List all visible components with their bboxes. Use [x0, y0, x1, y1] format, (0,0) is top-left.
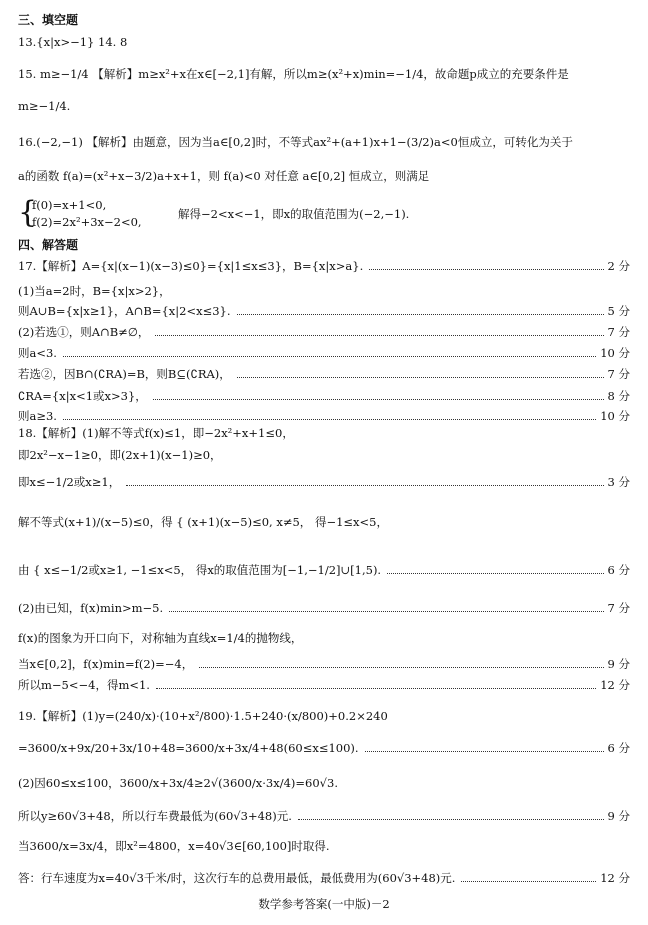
- score: 10 分: [600, 346, 630, 360]
- line-text: 则a<3.: [18, 346, 57, 360]
- line-text: 则A∪B={x|x≥1}，A∩B={x|2<x≤3}.: [18, 304, 231, 318]
- answer-17-line: [18, 283, 630, 299]
- line-text: 即x≤−1/2或x≥1，: [18, 475, 121, 489]
- leader-dots: [155, 334, 603, 336]
- score: 6 分: [607, 741, 630, 755]
- answer-19-line6: [18, 870, 630, 886]
- score: 10 分: [600, 409, 630, 423]
- line-text: (2)由已知，f(x)min>m−5.: [18, 601, 164, 615]
- answer-19-line4: [18, 808, 630, 824]
- answer-17-line: [18, 324, 630, 340]
- score: 5 分: [607, 304, 630, 318]
- line-text: (1)当a=2时，B={x|x>2}，: [18, 284, 171, 298]
- leader-dots: [298, 818, 604, 820]
- leader-dots: [63, 418, 596, 420]
- answer-17-line: [18, 388, 630, 404]
- leader-dots: [365, 750, 604, 752]
- leader-dots: [237, 376, 604, 378]
- score: 7 分: [607, 367, 630, 381]
- answer-13-14: 13.{x|x>−1} 14. 8: [18, 35, 128, 49]
- answer-15-line1: 15. m≥−1/4 【解析】m≥x²+x在x∈[−2,1]有解，所以m≥(x²+x)min=−1/4，故命题p成立的充要条件是: [18, 67, 569, 81]
- score: 8 分: [607, 389, 630, 403]
- answer-16-line1: 16.(−2,−1) 【解析】由题意，因为当a∈[0,2]时，不等式ax²+(a+1)x+1−(3/2)a<0恒成立，可转化为关于: [18, 135, 573, 149]
- line-text: ∁RA={x|x<1或x>3}，: [18, 389, 147, 403]
- answer-15-line2: m≥−1/4.: [18, 99, 71, 113]
- score: 9 分: [607, 657, 630, 671]
- answer-17-line: [18, 303, 630, 319]
- line-text: 17.【解析】A={x|(x−1)(x−3)≤0}={x|1≤x≤3}，B={x|x>a}.: [18, 259, 364, 273]
- line-text: 所以y≥60√3+48，所以行车费最低为(60√3+48)元.: [18, 809, 292, 823]
- leader-dots: [237, 313, 604, 315]
- answer-19-line3: (2)因60≤x≤100，3600/x+3x/4≥2√(3600/x·3x/4)=60√3.: [18, 776, 338, 790]
- leader-dots: [387, 572, 603, 574]
- system-brace: {: [18, 195, 38, 230]
- leader-dots: [126, 484, 603, 486]
- answer-16-conclusion: 解得−2<x<−1，即x的取值范围为(−2,−1).: [178, 207, 410, 221]
- score: 12 分: [600, 678, 630, 692]
- answer-17-line: [18, 408, 630, 424]
- score: 7 分: [607, 601, 630, 615]
- line-text: (2)若选①，则A∩B≠∅，: [18, 325, 150, 339]
- score: 9 分: [607, 809, 630, 823]
- leader-dots: [369, 268, 603, 270]
- answer-18-line1: 18.【解析】(1)解不等式f(x)≤1，即−2x²+x+1≤0，: [18, 426, 294, 440]
- answer-16-line2: a的函数 f(a)=(x²+x−3/2)a+x+1，则 f(a)<0 对任意 a∈[0,2] 恒成立，则满足: [18, 169, 430, 183]
- answer-18-line5: [18, 562, 630, 578]
- section-title-solutions: 四、解答题: [18, 238, 79, 252]
- leader-dots: [63, 355, 596, 357]
- leader-dots: [169, 610, 603, 612]
- line-text: 答：行车速度为x=40√3千米/时，这次行车的总费用最低，最低费用为(60√3+48)元.: [18, 871, 456, 885]
- score: 2 分: [607, 259, 630, 273]
- page-footer: 数学参考答案(一中版)－2: [258, 897, 390, 911]
- leader-dots: [199, 666, 603, 668]
- answer-19-line1: 19.【解析】(1)y=(240/x)·(10+x²/800)·1.5+240·(x/800)+0.2×240: [18, 709, 388, 723]
- answer-16-system-1: f(0)=x+1<0,: [32, 198, 107, 212]
- answer-18-line3: [18, 474, 630, 490]
- score: 7 分: [607, 325, 630, 339]
- section-title-fill-blank: 三、填空题: [18, 13, 79, 27]
- answer-17-line: [18, 345, 630, 361]
- answer-18-line7: f(x)的图象为开口向下，对称轴为直线x=1/4的抛物线，: [18, 631, 303, 645]
- line-text: =3600/x+9x/20+3x/10+48=3600/x+3x/4+48(60≤x≤100).: [18, 741, 359, 755]
- answer-16-system-2: f(2)=2x²+3x−2<0,: [32, 215, 142, 229]
- line-text: 则a≥3.: [18, 409, 57, 423]
- line-text: 所以m−5<−4，得m<1.: [18, 678, 150, 692]
- score: 6 分: [607, 563, 630, 577]
- answer-18-line9: [18, 677, 630, 693]
- leader-dots: [461, 880, 596, 882]
- answer-18-line2: 即2x²−x−1≥0，即(2x+1)(x−1)≥0，: [18, 448, 222, 462]
- answer-19-line2: [18, 740, 630, 756]
- answer-18-line8: [18, 656, 630, 672]
- leader-dots: [156, 687, 596, 689]
- answer-17-line: [18, 258, 630, 274]
- answer-19-line5: 当3600/x=3x/4，即x²=4800，x=40√3∈[60,100]时取得.: [18, 839, 330, 853]
- line-text: 由 { x≤−1/2或x≥1, −1≤x<5， 得x的取值范围为[−1,−1/2]∪[1,5).: [18, 563, 382, 577]
- line-text: 当x∈[0,2]，f(x)min=f(2)=−4，: [18, 657, 194, 671]
- leader-dots: [153, 398, 604, 400]
- line-text: 若选②，因B∩(∁RA)=B，则B⊆(∁RA)，: [18, 367, 231, 381]
- answer-18-line4: 解不等式(x+1)/(x−5)≤0，得 { (x+1)(x−5)≤0, x≠5， 得−1≤x<5，: [18, 515, 388, 529]
- score: 12 分: [600, 871, 630, 885]
- answer-17-line: [18, 366, 630, 382]
- score: 3 分: [607, 475, 630, 489]
- answer-18-line6: [18, 600, 630, 616]
